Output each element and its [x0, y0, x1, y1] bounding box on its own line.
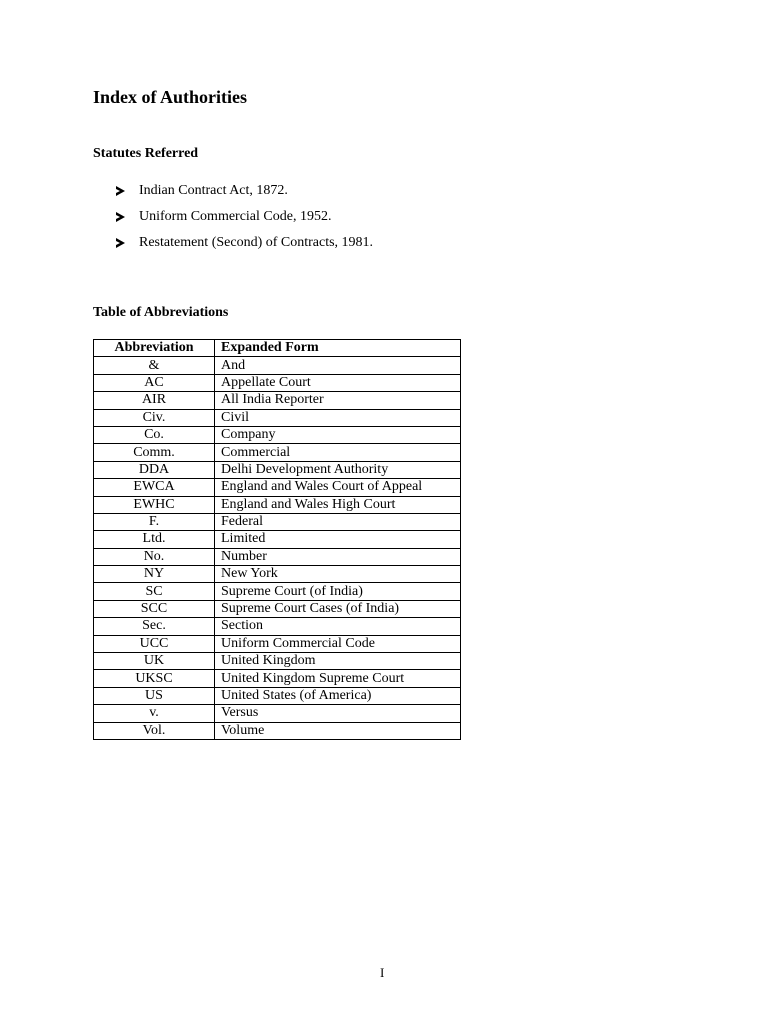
table-row [94, 444, 461, 461]
table-row [94, 409, 461, 426]
table-row [94, 566, 461, 583]
table-row [94, 670, 461, 687]
abbreviation-cell: Civ. [94, 409, 215, 426]
table-row [94, 357, 461, 374]
expanded-form-cell: Civil [215, 409, 461, 426]
statute-text: Uniform Commercial Code, 1952. [139, 209, 332, 224]
table-row [94, 496, 461, 513]
table-row [94, 705, 461, 722]
expanded-form-cell: Company [215, 426, 461, 443]
abbreviation-cell: Co. [94, 426, 215, 443]
abbreviation-cell: v. [94, 705, 215, 722]
table-row [94, 653, 461, 670]
abbreviation-cell: EWCA [94, 479, 215, 496]
page-title: Index of Authorities [93, 87, 248, 107]
abbreviations-heading: Table of Abbreviations [93, 305, 229, 320]
abbreviation-cell: Ltd. [94, 531, 215, 548]
table-row [94, 479, 461, 496]
table-row [94, 392, 461, 409]
expanded-form-cell: All India Reporter [215, 392, 461, 409]
table-row [94, 548, 461, 565]
table-row [94, 374, 461, 391]
abbreviation-cell: NY [94, 566, 215, 583]
abbreviation-cell: SCC [94, 600, 215, 617]
expanded-form-cell: Supreme Court Cases (of India) [215, 600, 461, 617]
column-header-abbreviation: Abbreviation [94, 340, 215, 357]
expanded-form-cell: England and Wales High Court [215, 496, 461, 513]
expanded-form-cell: New York [215, 566, 461, 583]
expanded-form-cell: Number [215, 548, 461, 565]
arrow-bullet-icon [116, 212, 125, 222]
expanded-form-cell: Commercial [215, 444, 461, 461]
abbreviation-cell: UK [94, 653, 215, 670]
statute-item [116, 204, 373, 230]
expanded-form-cell: And [215, 357, 461, 374]
expanded-form-cell: United Kingdom Supreme Court [215, 670, 461, 687]
abbreviation-cell: US [94, 687, 215, 704]
table-row [94, 426, 461, 443]
table-row [94, 600, 461, 617]
abbreviation-cell: No. [94, 548, 215, 565]
arrow-bullet-icon [116, 186, 125, 196]
expanded-form-cell: England and Wales Court of Appeal [215, 479, 461, 496]
abbreviation-cell: DDA [94, 461, 215, 478]
expanded-form-cell: Limited [215, 531, 461, 548]
statutes-heading: Statutes Referred [93, 146, 199, 161]
abbreviation-cell: AIR [94, 392, 215, 409]
table-row [94, 513, 461, 530]
abbreviations-table [93, 339, 461, 740]
abbreviation-cell: Sec. [94, 618, 215, 635]
abbreviation-cell: UKSC [94, 670, 215, 687]
expanded-form-cell: Supreme Court (of India) [215, 583, 461, 600]
abbreviation-cell: & [94, 357, 215, 374]
expanded-form-cell: Uniform Commercial Code [215, 635, 461, 652]
arrow-bullet-icon [116, 238, 125, 248]
expanded-form-cell: Appellate Court [215, 374, 461, 391]
expanded-form-cell: Federal [215, 513, 461, 530]
table-row [94, 722, 461, 739]
statutes-list [116, 178, 373, 256]
expanded-form-cell: Versus [215, 705, 461, 722]
table-header-row [94, 340, 461, 357]
abbreviation-cell: F. [94, 513, 215, 530]
statute-text: Indian Contract Act, 1872. [139, 183, 288, 198]
abbreviation-cell: EWHC [94, 496, 215, 513]
page-number: I [380, 965, 385, 980]
statute-item [116, 178, 373, 204]
statute-text: Restatement (Second) of Contracts, 1981. [139, 235, 374, 250]
expanded-form-cell: Section [215, 618, 461, 635]
statute-item [116, 230, 373, 256]
table-row [94, 461, 461, 478]
table-row [94, 583, 461, 600]
table-row [94, 635, 461, 652]
abbreviations-table-body [94, 357, 461, 740]
abbreviation-cell: Vol. [94, 722, 215, 739]
table-row [94, 618, 461, 635]
expanded-form-cell: United States (of America) [215, 687, 461, 704]
expanded-form-cell: Volume [215, 722, 461, 739]
expanded-form-cell: United Kingdom [215, 653, 461, 670]
table-row [94, 531, 461, 548]
expanded-form-cell: Delhi Development Authority [215, 461, 461, 478]
abbreviation-cell: SC [94, 583, 215, 600]
table-row [94, 687, 461, 704]
abbreviation-cell: Comm. [94, 444, 215, 461]
column-header-expanded-form: Expanded Form [215, 340, 461, 357]
abbreviation-cell: AC [94, 374, 215, 391]
abbreviation-cell: UCC [94, 635, 215, 652]
